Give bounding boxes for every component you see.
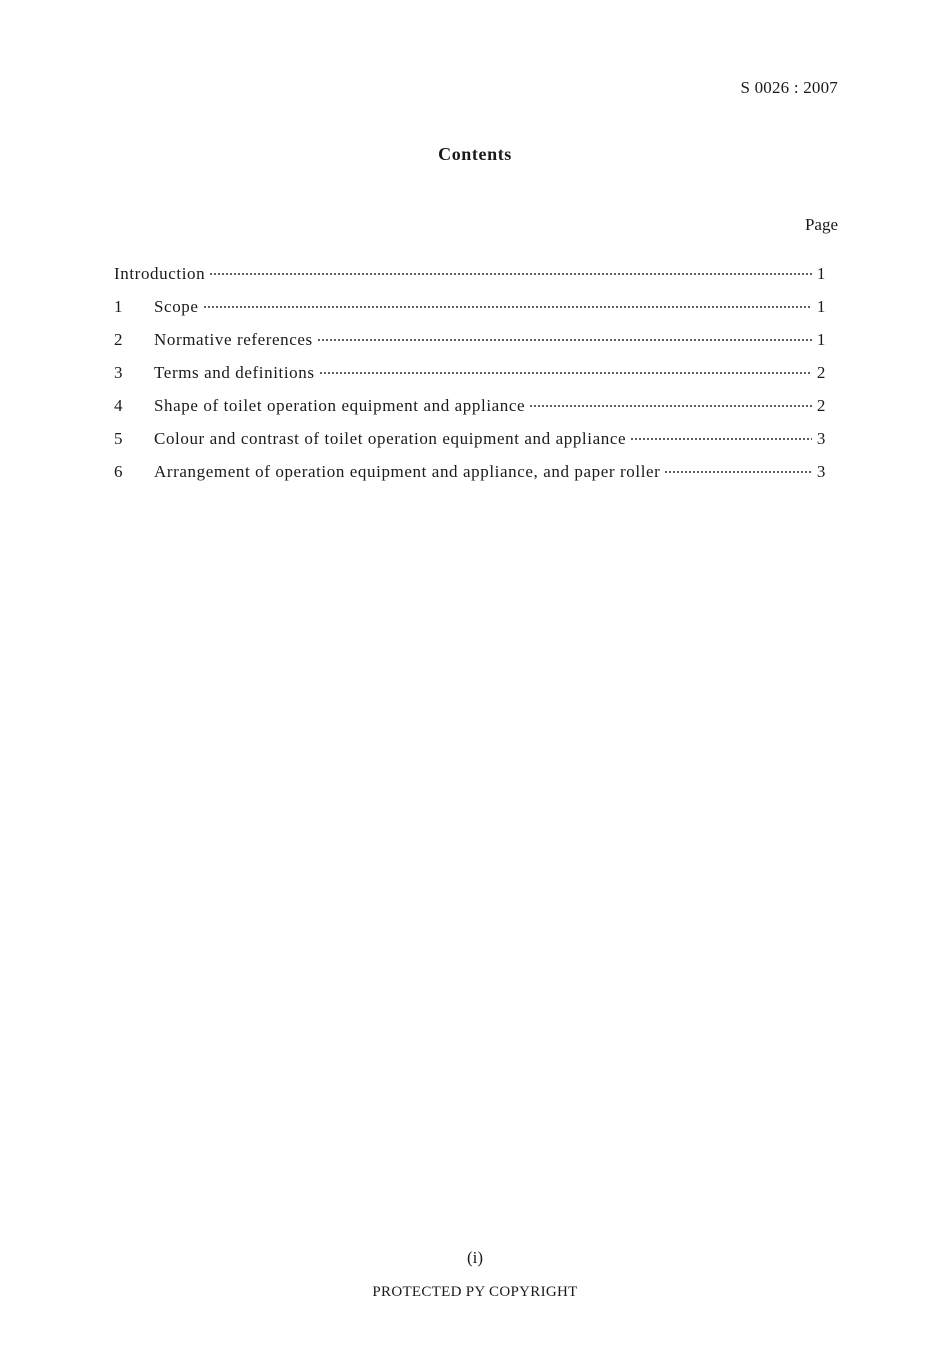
dot-leader xyxy=(317,339,812,341)
table-of-contents xyxy=(114,264,826,495)
toc-entry-number: 6 xyxy=(114,462,124,481)
toc-entry-introduction[interactable] xyxy=(114,264,826,297)
toc-entry-page: 1 xyxy=(816,264,826,283)
toc-entry-title: Colour and contrast of toilet operation equipment and appliance xyxy=(154,429,627,448)
toc-entry-page: 2 xyxy=(816,363,826,382)
toc-entry-shape[interactable] xyxy=(114,396,826,429)
toc-entry-normative-references[interactable] xyxy=(114,330,826,363)
toc-entry-page: 1 xyxy=(816,330,826,349)
page-title: Contents xyxy=(438,144,512,164)
toc-entry-page: 3 xyxy=(816,462,826,481)
toc-entry-title: Normative references xyxy=(154,330,313,349)
dot-leader xyxy=(630,438,812,440)
dot-leader xyxy=(529,405,812,407)
toc-entry-title: Arrangement of operation equipment and appliance, and paper roller xyxy=(154,462,661,481)
dot-leader xyxy=(203,306,812,308)
toc-entry-page: 1 xyxy=(816,297,826,316)
toc-entry-number: 2 xyxy=(114,330,124,349)
copyright-notice: PROTECTED PY COPYRIGHT xyxy=(372,1284,578,1300)
toc-entry-title: Shape of toilet operation equipment and appliance xyxy=(154,396,526,415)
toc-entry-number: 3 xyxy=(114,363,124,382)
toc-entry-terms-and-definitions[interactable] xyxy=(114,363,826,396)
dot-leader xyxy=(209,273,812,275)
toc-entry-title: Introduction xyxy=(114,264,206,283)
toc-entry-number: 4 xyxy=(114,396,124,415)
toc-entry-number: 5 xyxy=(114,429,124,448)
toc-entry-title: Scope xyxy=(154,297,199,316)
footer-page-number: (i) xyxy=(466,1248,484,1267)
toc-entry-arrangement[interactable] xyxy=(114,462,826,495)
toc-entry-page: 2 xyxy=(816,396,826,415)
dot-leader xyxy=(664,471,812,473)
document-code: S 0026 : 2007 xyxy=(740,78,838,97)
toc-entry-colour-and-contrast[interactable] xyxy=(114,429,826,462)
toc-entry-page: 3 xyxy=(816,429,826,448)
toc-entry-scope[interactable] xyxy=(114,297,826,330)
toc-entry-number: 1 xyxy=(114,297,124,316)
page-column-label: Page xyxy=(804,215,838,234)
dot-leader xyxy=(319,372,812,374)
toc-entry-title: Terms and definitions xyxy=(154,363,315,382)
